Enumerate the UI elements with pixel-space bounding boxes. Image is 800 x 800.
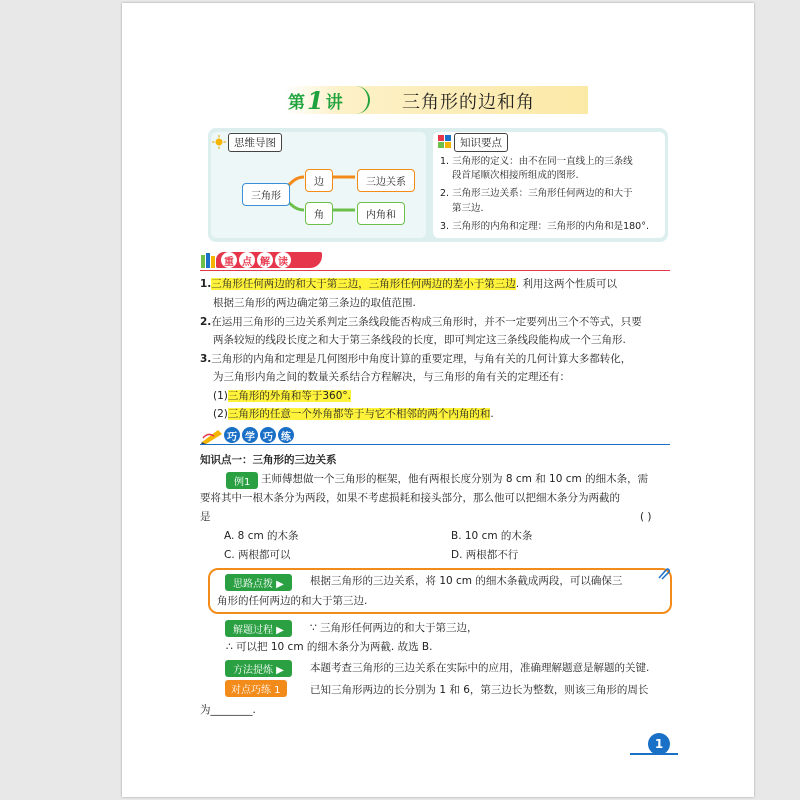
mind-map-node-angle: 角 xyxy=(305,202,333,225)
key-point-3-sub-2 xyxy=(213,407,494,421)
solution-line-2: ∴ 可以把 10 cm 的细木条分为两截. 故选 B. xyxy=(226,641,433,653)
section-rule xyxy=(200,270,670,271)
section-char: 巧 xyxy=(224,427,240,443)
body-text: . 利用这两个性质可以 xyxy=(515,278,617,290)
mind-map-node-side-relation: 三边关系 xyxy=(357,169,415,192)
option-a: A. 8 cm 的木条 xyxy=(224,530,299,542)
blocks-icon xyxy=(438,134,452,148)
solution-line-1: ∵ 三角形任何两边的和大于第三边， xyxy=(310,622,478,634)
page-title: 三角形的边和角 xyxy=(402,92,535,113)
body-text: 三角形的内角和定理是几何图形中角度计算的重要定理，与角有关的几何计算大多都转化， xyxy=(211,353,632,365)
body-text: . xyxy=(490,408,494,420)
item-number: (1) xyxy=(213,390,228,402)
sun-icon xyxy=(212,134,226,148)
mind-map-root: 三角形 xyxy=(242,183,290,206)
section-char: 巧 xyxy=(260,427,276,443)
section-char: 解 xyxy=(257,252,273,268)
section-char: 练 xyxy=(278,427,294,443)
item-number: 3. xyxy=(200,353,212,365)
item-number: 1. xyxy=(200,278,212,290)
option-b: B. 10 cm 的木条 xyxy=(451,530,533,542)
key-point-1-line-2: 根据三角形的两边确定第三条边的取值范围. xyxy=(213,297,416,309)
knowledge-line-3: 2. 三角形三边关系：三角形任何两边的和大于 xyxy=(440,188,633,199)
practice-tag: 对点巧练 1 xyxy=(225,680,287,697)
method-tag: 方法提炼 ▶ xyxy=(225,660,292,677)
body-text: 在运用三角形的三边关系判定三条线段能否构成三角形时，并不一定要列出三个不等式，只要 xyxy=(211,316,642,328)
highlight-text: 三角形任何两边的和大于第三边，三角形任何两边的差小于第三边 xyxy=(211,278,516,290)
method-text: 本题考查三角形的三边关系在实际中的应用，准确理解题意是解题的关键. xyxy=(310,662,650,674)
section-char: 学 xyxy=(242,427,258,443)
example-line-1: 王师傅想做一个三角形的框架，他有两根长度分别为 8 cm 和 10 cm 的细木条，需 xyxy=(261,473,649,485)
section-char: 读 xyxy=(275,252,291,268)
mind-map-node-angle-sum: 内角和 xyxy=(357,202,405,225)
hint-line-2: 角形的任何两边的和大于第三边. xyxy=(217,595,368,607)
section-char: 重 xyxy=(221,252,237,268)
lesson-suffix: 讲 xyxy=(325,92,343,113)
practice-line-1: 已知三角形两边的长分别为 1 和 6，第三边长为整数，则该三角形的周长 xyxy=(310,684,649,696)
mind-map-node-side: 边 xyxy=(305,169,333,192)
option-d: D. 两根都不行 xyxy=(451,549,519,561)
key-point-3 xyxy=(200,352,631,366)
key-point-2 xyxy=(200,315,642,329)
knowledge-line-5: 3. 三角形的内角和定理：三角形的内角和是180°. xyxy=(440,221,649,232)
paperclip-icon xyxy=(656,566,670,580)
lesson-number xyxy=(288,86,343,114)
page-number: 1 xyxy=(648,733,670,755)
pencil-icon xyxy=(200,426,224,444)
knowledge-point-title: 知识点一：三角形的三边关系 xyxy=(200,454,337,466)
example-tag: 例1 xyxy=(226,472,258,489)
section-char: 点 xyxy=(239,252,255,268)
key-point-3-line-2: 为三角形内角之间的数量关系结合方程解决，与三角形的角有关的定理还有： xyxy=(213,371,570,383)
knowledge-line-4: 第三边. xyxy=(452,203,484,214)
answer-bracket: ( ) xyxy=(640,511,652,523)
highlight-text: 三角形的任意一个外角都等于与它不相邻的两个内角的和 xyxy=(227,408,491,420)
practice-line-2: 为________. xyxy=(200,704,256,716)
solution-tag: 解题过程 ▶ xyxy=(225,620,292,637)
key-point-1 xyxy=(200,277,617,291)
highlight-text: 三角形的外角和等于360°. xyxy=(227,390,352,402)
mind-map-label: 思维导图 xyxy=(228,133,282,152)
example-line-2: 要将其中一根木条分为两段，如果不考虑损耗和接头部分，那么他可以把细木条分为两截的 xyxy=(200,492,620,504)
page-number-underline xyxy=(630,753,678,755)
section-title-practice xyxy=(224,427,296,443)
item-number: (2) xyxy=(213,408,228,420)
option-c: C. 两根都可以 xyxy=(224,549,291,561)
knowledge-label: 知识要点 xyxy=(454,133,508,152)
lesson-prefix: 第 xyxy=(288,92,305,113)
hint-line-1: 根据三角形的三边关系，将 10 cm 的细木条截成两段，可以确保三 xyxy=(310,575,623,587)
knowledge-line-1: 1. 三角形的定义：由不在同一直线上的三条线 xyxy=(440,156,633,167)
knowledge-line-2: 段首尾顺次相接所组成的图形. xyxy=(452,170,579,181)
section-title-key-points xyxy=(221,252,293,268)
lesson-number-value: 1 xyxy=(307,85,324,115)
key-point-3-sub-1 xyxy=(213,389,351,403)
example-line-3: 是 xyxy=(200,511,211,523)
item-number: 2. xyxy=(200,316,212,328)
key-point-2-line-2: 两条较短的线段长度之和大于第三条线段的长度，即可判定这三条线段能构成一个三角形. xyxy=(213,334,626,346)
section-rule xyxy=(200,444,670,445)
hint-tag: 思路点拨 ▶ xyxy=(225,574,292,591)
